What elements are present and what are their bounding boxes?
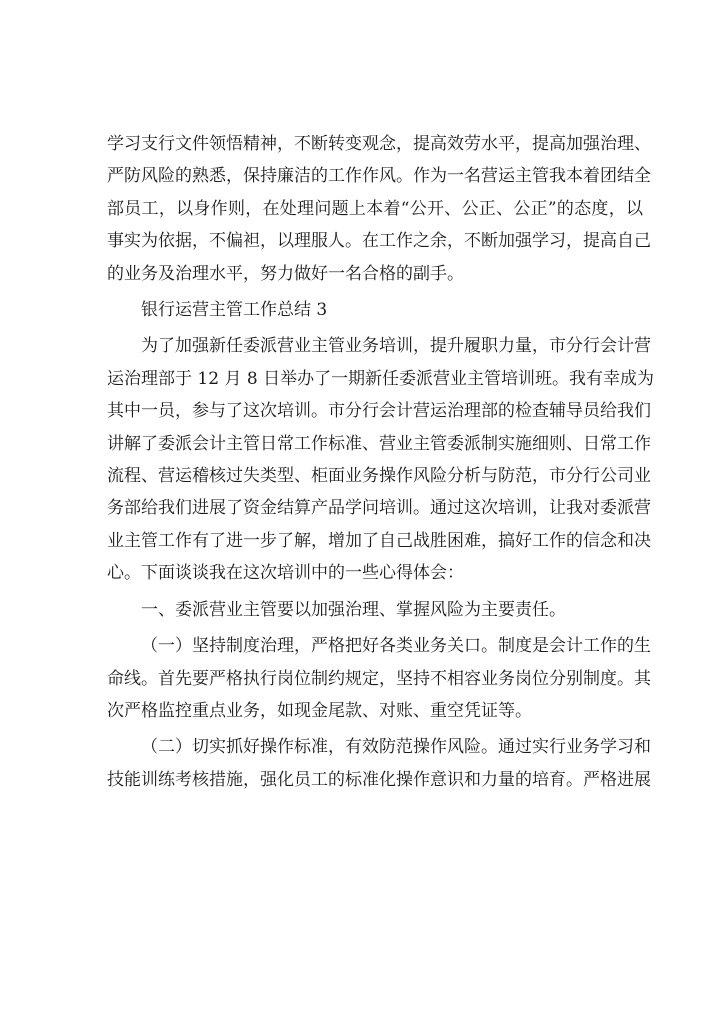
document-body [107, 128, 655, 796]
text-line: 命线。首先要严格执行岗位制约规定，坚持不相容业务岗位分别制度。其 [107, 668, 651, 689]
text-line: 业主管工作有了进一步了解，增加了自己战胜困难，搞好工作的信念和决 [107, 530, 651, 551]
text-line: 部员工，以身作则，在处理问题上本着“公开、公正、公正”的态度，以 [107, 198, 643, 219]
text-line: 运治理部于 12 月 8 日举办了一期新任委派营业主管培训班。我有幸成为 [107, 368, 655, 389]
text-line: 讲解了委派会计主管日常工作标准、营业主管委派制实施细则、日常工作 [107, 433, 651, 454]
text-line: 务部给我们进展了资金结算产品学问培训。通过这次培训，让我对委派营 [107, 498, 651, 519]
text-line: （二）切实抓好操作标准，有效防范操作风险。通过实行业务学习和 [141, 737, 651, 758]
text-line: 流程、营运稽核过失类型、柜面业务操作风险分析与防范，市分行公司业 [107, 466, 651, 487]
text-line: 次严格监控重点业务，如现金尾款、对账、重空凭证等。 [107, 700, 532, 721]
section-heading-text: 银行运营主管工作总结 3 [141, 300, 328, 321]
text-line: 事实为依据，不偏袒，以理服人。在工作之余，不断加强学习，提高自己 [107, 231, 651, 252]
text-line: 学习支行文件领悟精神，不断转变观念，提高效劳水平，提高加强治理、 [107, 134, 651, 154]
paragraph [107, 330, 655, 589]
text-line: 严防风险的熟悉，保持廉洁的工作作风。作为一名营运主管我本着团结全 [107, 166, 651, 187]
text-line: 为了加强新任委派营业主管业务培训，提升履职力量，市分行会计营 [141, 336, 651, 357]
text-line: 心。下面谈谈我在这次培训中的一些心得体会： [107, 563, 464, 584]
paragraph [107, 630, 651, 727]
text-line: 一、委派营业主管要以加强治理、掌握风险为主要责任。 [141, 599, 566, 620]
paragraph [107, 594, 643, 626]
text-line: （一）坚持制度治理，严格把好各类业务关口。制度是会计工作的生 [141, 636, 651, 657]
text-line: 的业务及治理水平，努力做好一名合格的副手。 [107, 263, 464, 284]
paragraph [107, 731, 651, 796]
paragraph [107, 128, 651, 290]
text-line: 技能训练考核措施，强化员工的标准化操作意识和力量的培育。严格进展 [107, 769, 651, 790]
text-line: 其中一员，参与了这次培训。市分行会计营运治理部的检查辅导员给我们 [107, 401, 651, 422]
section-heading [107, 294, 643, 326]
